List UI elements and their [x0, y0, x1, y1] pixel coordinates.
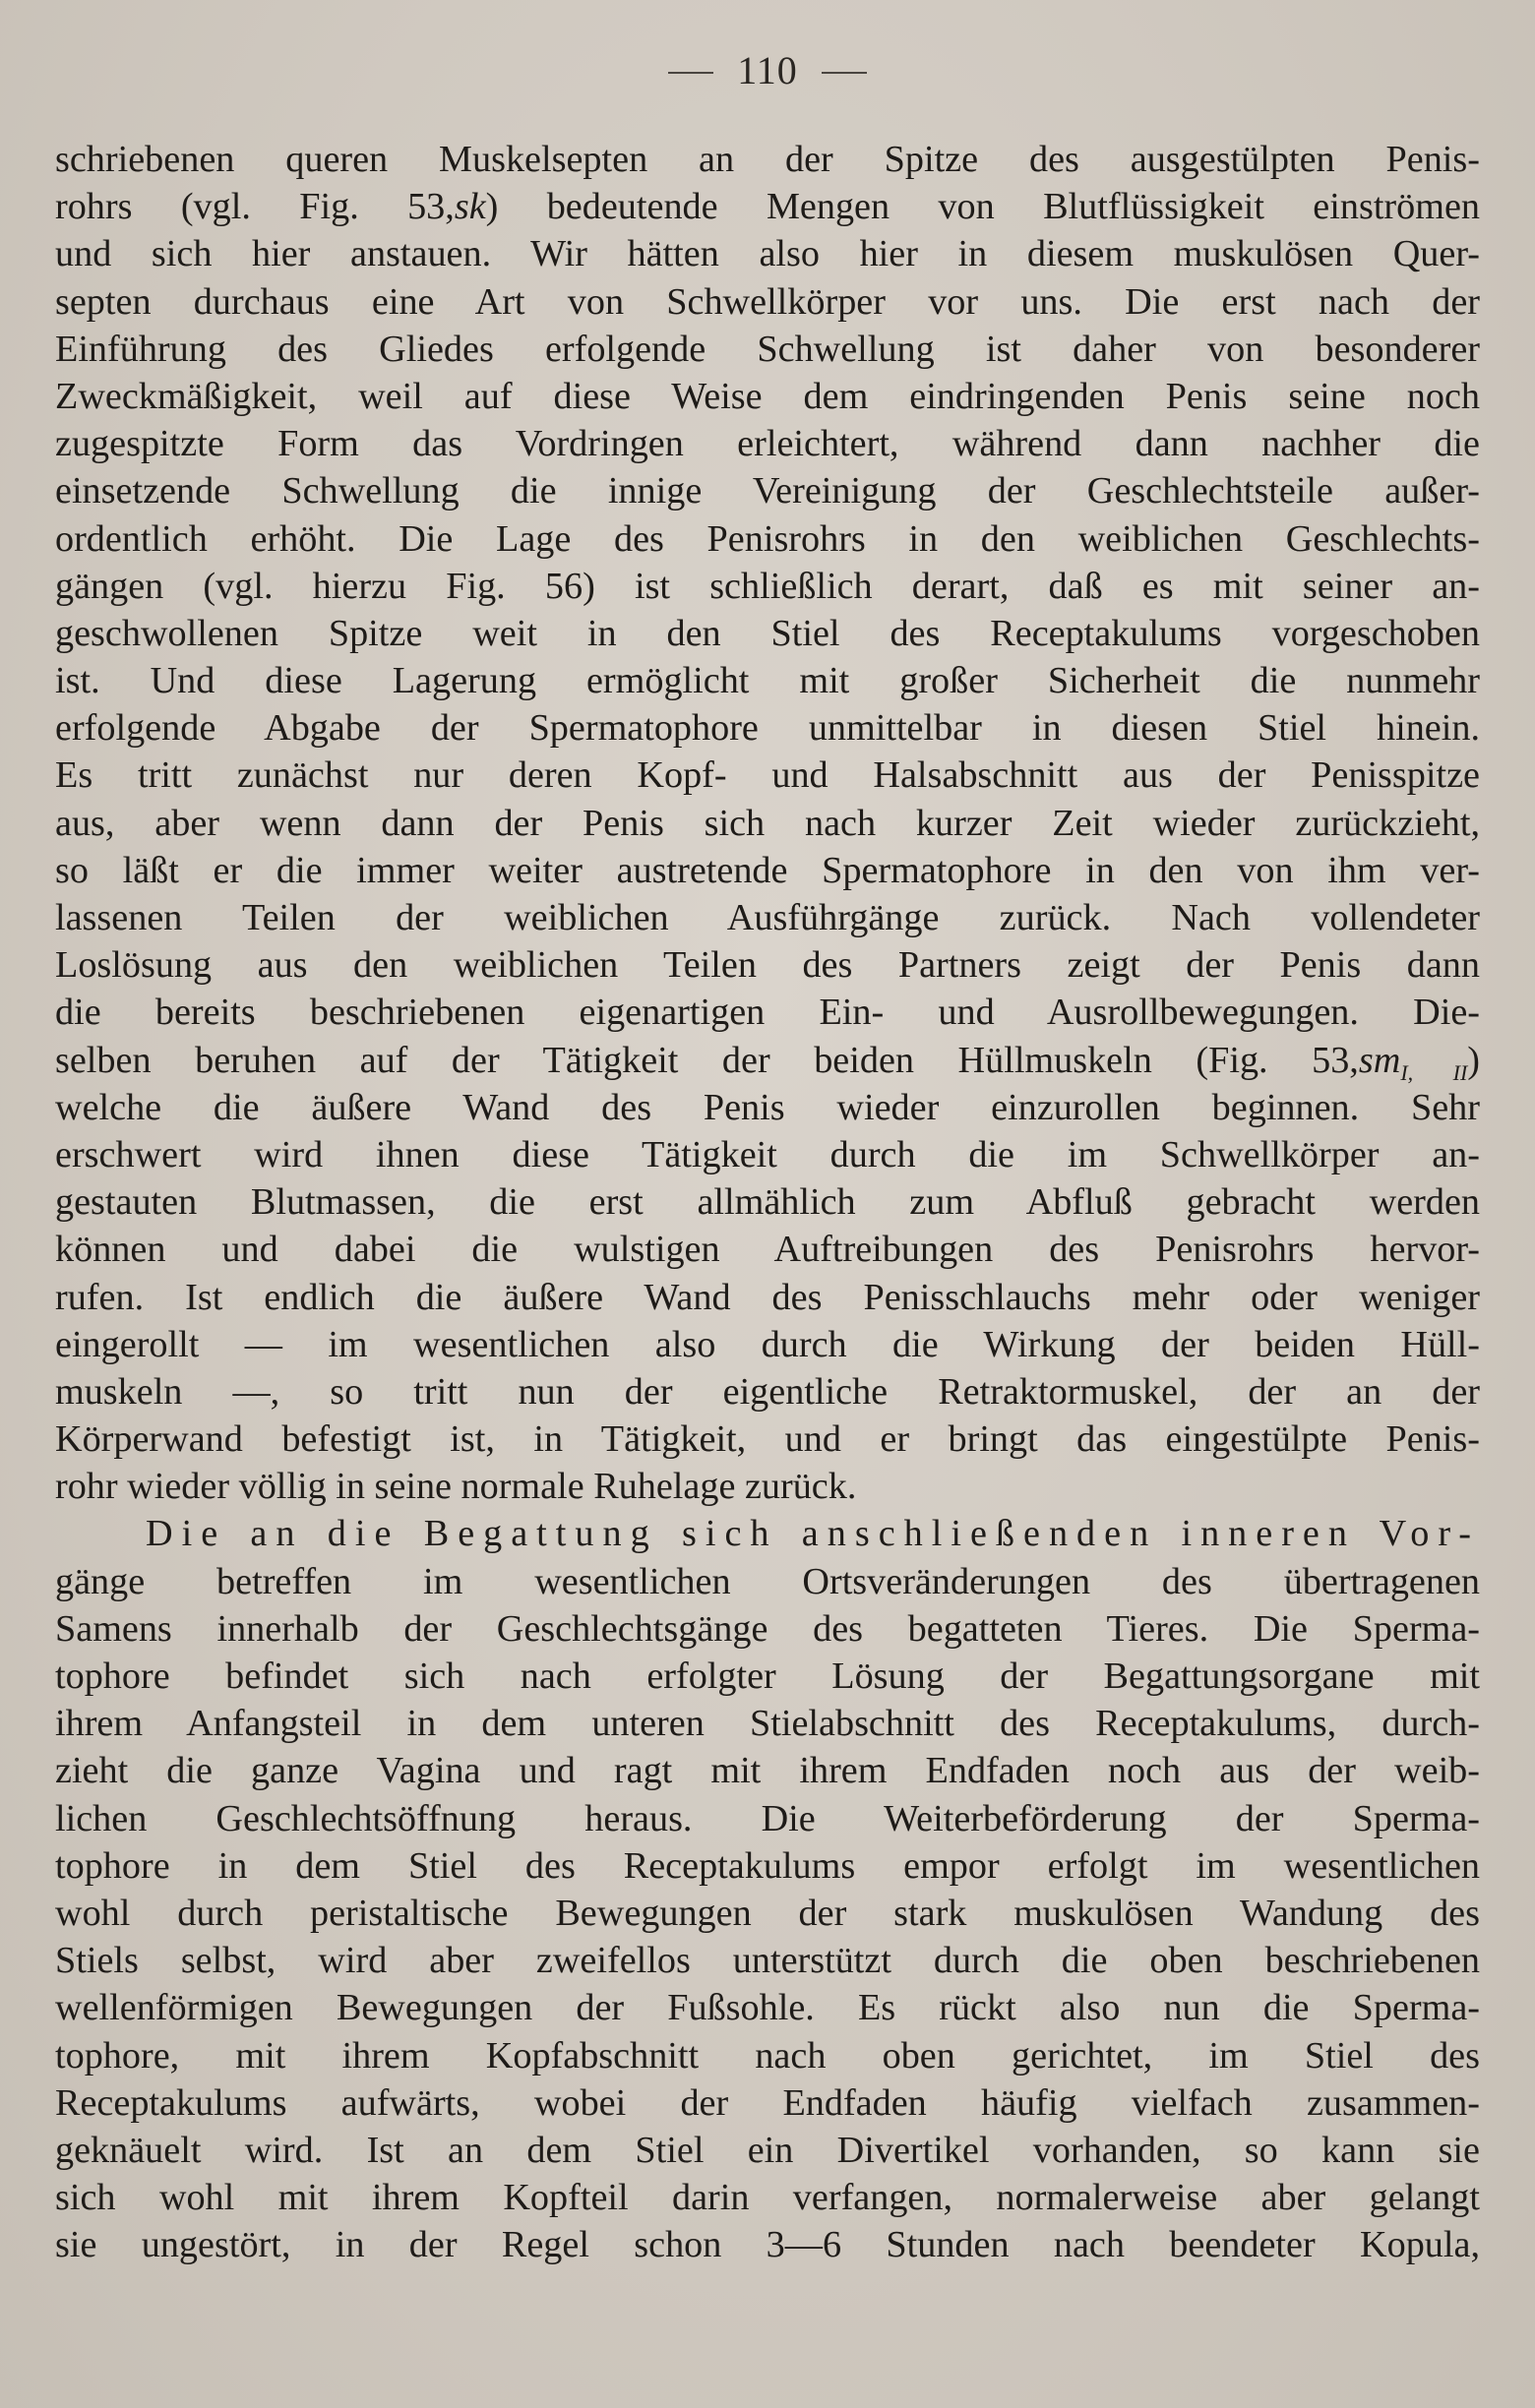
paragraph-1: [55, 136, 1480, 1510]
text-line: und sich hier anstauen. Wir hätten also hier in diesem muskulösen Quer-: [55, 233, 1480, 275]
text-line: gestauten Blutmassen, die erst allmählich zum Abfluß gebracht werden: [55, 1181, 1480, 1224]
text-line: wellenförmigen Bewegungen der Fußsohle. Es rückt also nun die Sperma-: [55, 1987, 1480, 2029]
text-line: ordentlich erhöht. Die Lage des Penisrohrs in den weiblichen Geschlechts-: [55, 517, 1480, 560]
text-line: ist. Und diese Lagerung ermöglicht mit großer Sicherheit die nunmehr: [55, 660, 1480, 702]
text-line: septen durchaus eine Art von Schwellkörper vor uns. Die erst nach der: [55, 280, 1480, 323]
text-line: sie ungestört, in der Regel schon 3—6 Stunden nach beendeter Kopula,: [55, 2224, 1480, 2266]
text-line: erfolgende Abgabe der Spermatophore unmittelbar in diesen Stiel hinein.: [55, 707, 1480, 750]
text-line: Einführung des Gliedes erfolgende Schwellung ist daher von besonderer: [55, 328, 1480, 370]
paragraph-2: [55, 1510, 1480, 2268]
text-line: gängen (vgl. hierzu Fig. 56) ist schließlich derart, daß es mit seiner an-: [55, 565, 1480, 607]
text-line: einsetzende Schwellung die innige Vereinigung der Geschlechtsteile außer-: [55, 470, 1480, 512]
text-line: [55, 1037, 1480, 1084]
text-line: zieht die ganze Vagina und ragt mit ihrem Endfaden noch aus der weib-: [55, 1750, 1480, 1792]
italic-label: sk: [454, 186, 486, 228]
text-line: Stiels selbst, wird aber zweifellos unterstützt durch die oben beschriebenen: [55, 1940, 1480, 1982]
page-number-header: [0, 47, 1535, 93]
text-line: eingerollt — im wesentlichen also durch die Wirkung der beiden Hüll-: [55, 1323, 1480, 1365]
text-line: Loslösung aus den weiblichen Teilen des Partners zeigt der Penis dann: [55, 944, 1480, 987]
text-segment: rohrs (vgl. Fig. 53,: [55, 186, 455, 228]
text-line: schriebenen queren Muskelsepten an der Spitze des ausgestülpten Penis-: [55, 139, 1480, 180]
text-line: gänge betreffen im wesentlichen Ortsveränderungen des übertragenen: [55, 1560, 1480, 1602]
body-text: [55, 136, 1480, 2268]
text-line: geschwollenen Spitze weit in den Stiel des Receptakulums vorgeschoben: [55, 612, 1480, 654]
subscript-label: I, II: [1400, 1059, 1468, 1085]
text-line: rufen. Ist endlich die äußere Wand des Penisschlauchs mehr oder weniger: [55, 1276, 1480, 1318]
dash-right: [822, 72, 867, 74]
text-line: aus, aber wenn dann der Penis sich nach kurzer Zeit wieder zurückzieht,: [55, 802, 1480, 844]
text-line: so läßt er die immer weiter austretende Spermatophore in den von ihm ver-: [55, 849, 1480, 891]
text-line: können und dabei die wulstigen Auftreibungen des Penisrohrs hervor-: [55, 1229, 1480, 1271]
italic-label: sm: [1358, 1039, 1401, 1081]
text-line: [55, 183, 1480, 230]
text-line: geknäuelt wird. Ist an dem Stiel ein Divertikel vorhanden, so kann sie: [55, 2129, 1480, 2171]
text-line: Samens innerhalb der Geschlechtsgänge des begatteten Tieres. Die Sperma-: [55, 1607, 1480, 1650]
text-line-spaced: Die an die Begattung sich anschließenden inneren Vor-: [146, 1513, 1480, 1555]
text-line: Körperwand befestigt ist, in Tätigkeit, und er bringt das eingestülpte Penis-: [55, 1418, 1480, 1461]
text-line: ihrem Anfangsteil in dem unteren Stielabschnitt des Receptakulums, durch-: [55, 1703, 1480, 1745]
dash-left: [668, 72, 713, 74]
text-line: tophore in dem Stiel des Receptakulums empor erfolgt im wesentlichen: [55, 1844, 1480, 1887]
text-line: zugespitzte Form das Vordringen erleichtert, während dann nachher die: [55, 423, 1480, 465]
text-segment: selben beruhen auf der Tätigkeit der beiden Hüllmuskeln (Fig. 53,: [55, 1039, 1359, 1081]
text-line: lassenen Teilen der weiblichen Ausführgänge zurück. Nach vollendeter: [55, 897, 1480, 938]
text-segment: ): [1467, 1039, 1481, 1081]
text-line: muskeln —, so tritt nun der eigentliche Retraktormuskel, der an der: [55, 1370, 1480, 1413]
text-line: Zweckmäßigkeit, weil auf diese Weise dem eindringenden Penis seine noch: [55, 375, 1480, 417]
text-line: Receptakulums aufwärts, wobei der Endfaden häufig vielfach zusammen-: [55, 2081, 1480, 2124]
text-line: wohl durch peristaltische Bewegungen der stark muskulösen Wandung des: [55, 1892, 1480, 1934]
text-line: lichen Geschlechtsöffnung heraus. Die Weiterbeförderung der Sperma-: [55, 1797, 1480, 1839]
text-line: tophore befindet sich nach erfolgter Lösung der Begattungsorgane mit: [55, 1656, 1480, 1697]
text-line: die bereits beschriebenen eigenartigen Ein- und Ausrollbewegungen. Die-: [55, 992, 1480, 1034]
text-line: welche die äußere Wand des Penis wieder einzurollen beginnen. Sehr: [55, 1086, 1480, 1128]
page-number: 110: [737, 48, 798, 92]
text-line: tophore, mit ihrem Kopfabschnitt nach oben gerichtet, im Stiel des: [55, 2034, 1480, 2077]
text-line: Es tritt zunächst nur deren Kopf- und Halsabschnitt aus der Penisspitze: [55, 754, 1480, 797]
text-line: sich wohl mit ihrem Kopfteil darin verfangen, normalerweise aber gelangt: [55, 2177, 1480, 2219]
text-line: erschwert wird ihnen diese Tätigkeit durch die im Schwellkörper an-: [55, 1133, 1480, 1175]
text-segment: ) bedeutende Mengen von Blutflüssigkeit einströmen: [485, 186, 1480, 228]
text-line: rohr wieder völlig in seine normale Ruhelage zurück.: [55, 1466, 857, 1508]
